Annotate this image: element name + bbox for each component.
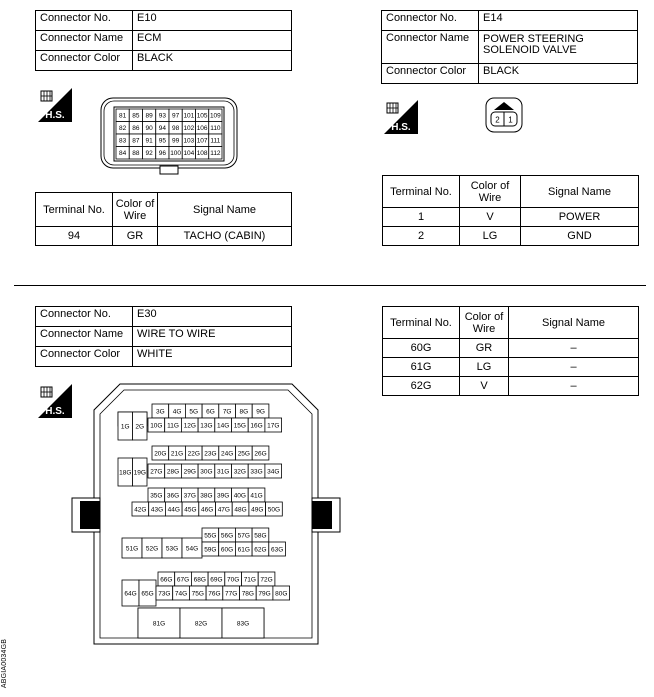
pin-label: 14G xyxy=(217,422,230,430)
pin-label: 56G xyxy=(220,532,234,540)
pin-label: 63G xyxy=(271,546,284,554)
pin-label: 43G xyxy=(150,506,164,514)
pin-label: 27G xyxy=(150,468,163,476)
cell-signal: – xyxy=(509,377,639,396)
e30-value-no: E30 xyxy=(133,307,292,327)
e14-pin: 2 xyxy=(495,115,500,125)
pin-label: 58G xyxy=(254,532,267,540)
pin-label: 8G xyxy=(239,408,249,416)
pin-label: 55G xyxy=(204,532,217,540)
pin-label: 70G xyxy=(227,576,240,584)
pin-label: 11G xyxy=(167,422,179,430)
e10-signal-table xyxy=(35,192,292,246)
pin-label: 15G xyxy=(233,422,246,430)
pin-label: 50G xyxy=(267,506,281,514)
cell-color: V xyxy=(460,208,521,227)
pin-label: 68G xyxy=(193,576,206,584)
e14-value-color: BLACK xyxy=(479,64,638,84)
pin-label: 90 xyxy=(145,125,153,133)
pin-label: 20G xyxy=(154,450,167,458)
header-color: Color of Wire xyxy=(460,176,521,208)
e30-info-table xyxy=(35,306,292,367)
pin-label: 53G xyxy=(165,545,179,553)
pin-label: 93 xyxy=(158,112,166,120)
hs-icon xyxy=(384,100,418,134)
pin-label: 82G xyxy=(194,620,208,628)
e14-label-no: Connector No. xyxy=(382,11,479,31)
pin-label: 81G xyxy=(152,620,166,628)
pin-label: 72G xyxy=(260,576,273,584)
pin-label: 88 xyxy=(132,150,140,158)
pin-label: 12G xyxy=(183,422,196,430)
header-signal: Signal Name xyxy=(158,193,292,227)
cell-color: GR xyxy=(460,339,509,358)
pin-label: 32G xyxy=(233,468,246,476)
pin-label: 34G xyxy=(267,468,280,476)
e14-pin: 1 xyxy=(508,115,513,125)
pin-label: 92 xyxy=(145,150,153,158)
figure-code: ABGIA0034GB xyxy=(1,638,9,689)
pin-label: 13G xyxy=(200,422,213,430)
pin-label: 5G xyxy=(189,408,199,416)
pin-label: 57G xyxy=(237,532,250,540)
pin-label: 25G xyxy=(237,450,250,458)
e14-connector-face xyxy=(484,96,524,134)
pin-label: 48G xyxy=(234,506,247,514)
pin-label: 67G xyxy=(176,576,190,584)
pin-label: 103 xyxy=(183,137,195,145)
pin-label: 85 xyxy=(132,112,140,120)
e30-signal-table xyxy=(382,306,639,396)
pin-label: 83 xyxy=(119,137,127,145)
pin-label: 1G xyxy=(120,423,130,431)
pin-label: 42G xyxy=(134,506,147,514)
pin-label: 105 xyxy=(196,112,208,120)
pin-label: 60G xyxy=(220,546,234,554)
pin-label: 94 xyxy=(158,125,166,133)
pin-label: 41G xyxy=(250,492,263,500)
pin-label: 54G xyxy=(185,545,199,553)
section-divider xyxy=(14,285,646,286)
pin-label: 24G xyxy=(221,450,234,458)
pin-label: 73G xyxy=(158,590,171,598)
pin-label: 65G xyxy=(141,590,154,598)
pin-label: 83G xyxy=(236,620,250,628)
pin-label: 89 xyxy=(145,112,153,120)
e30-label-no: Connector No. xyxy=(36,307,133,327)
pin-label: 30G xyxy=(200,468,213,476)
pin-label: 38G xyxy=(200,492,213,500)
e14-value-name: POWER STEERING SOLENOID VALVE xyxy=(479,31,638,64)
header-terminal: Terminal No. xyxy=(36,193,113,227)
e30-label-color: Connector Color xyxy=(36,347,133,367)
pin-label: 111 xyxy=(210,137,221,145)
pin-label: 77G xyxy=(225,590,238,598)
cell-signal: – xyxy=(509,339,639,358)
pin-label: 82 xyxy=(119,125,127,133)
header-terminal: Terminal No. xyxy=(383,307,460,339)
header-color: Color of Wire xyxy=(113,193,158,227)
e14-info-table xyxy=(381,10,638,84)
pin-label: 39G xyxy=(217,492,230,500)
pin-label: 17G xyxy=(267,422,280,430)
pin-label: 78G xyxy=(241,590,254,598)
header-signal: Signal Name xyxy=(509,307,639,339)
pin-label: 100 xyxy=(170,150,182,158)
pin-label: 59G xyxy=(204,546,217,554)
pin-label: 98 xyxy=(172,125,180,133)
pin-label: 110 xyxy=(210,125,221,133)
pin-label: 62G xyxy=(254,546,267,554)
pin-label: 7G xyxy=(222,408,232,416)
pin-label: 51G xyxy=(125,545,139,553)
pin-label: 22G xyxy=(187,450,200,458)
pin-label: 80G xyxy=(275,590,288,598)
pin-label: 52G xyxy=(145,545,159,553)
e14-value-no: E14 xyxy=(479,11,638,31)
cell-terminal: 60G xyxy=(383,339,460,358)
pin-label: 49G xyxy=(251,506,264,514)
pin-label: 75G xyxy=(191,590,204,598)
e10-value-name: ECM xyxy=(133,31,292,51)
pin-label: 36G xyxy=(166,492,180,500)
cell-signal: – xyxy=(509,358,639,377)
pin-label: 112 xyxy=(210,150,221,158)
pin-label: 9G xyxy=(256,408,265,416)
pin-label: 64G xyxy=(124,590,137,598)
pin-label: 6G xyxy=(206,408,215,416)
pin-label: 91 xyxy=(145,137,153,145)
cell-terminal: 2 xyxy=(383,227,460,246)
pin-label: 28G xyxy=(166,468,180,476)
header-terminal: Terminal No. xyxy=(383,176,460,208)
pin-label: 33G xyxy=(250,468,263,476)
pin-label: 109 xyxy=(209,112,221,120)
cell-signal: POWER xyxy=(521,208,639,227)
pin-label: 101 xyxy=(183,112,195,120)
pin-label: 29G xyxy=(183,468,196,476)
pin-label: 2G xyxy=(135,423,145,431)
e14-label-color: Connector Color xyxy=(382,64,479,84)
pin-label: 47G xyxy=(217,506,230,514)
e10-label-color: Connector Color xyxy=(36,51,133,71)
pin-label: 99 xyxy=(172,137,180,145)
pin-label: 45G xyxy=(184,506,197,514)
pin-label: 21G xyxy=(170,450,184,458)
pin-label: 26G xyxy=(254,450,267,458)
e10-value-color: BLACK xyxy=(133,51,292,71)
hs-icon xyxy=(38,88,72,122)
cell-terminal: 94 xyxy=(36,227,113,246)
pin-label: 97 xyxy=(172,112,180,120)
e30-connector-face xyxy=(66,380,346,652)
pin-label: 106 xyxy=(196,125,208,133)
e14-label-name: Connector Name xyxy=(382,31,479,64)
e10-value-no: E10 xyxy=(133,11,292,31)
pin-label: 19G xyxy=(133,469,146,477)
pin-label: 44G xyxy=(167,506,180,514)
pin-label: 23G xyxy=(204,450,217,458)
cell-signal: TACHO (CABIN) xyxy=(158,227,292,246)
pin-label: 4G xyxy=(172,408,182,416)
pin-label: 35G xyxy=(150,492,163,500)
pin-label: 37G xyxy=(183,492,196,500)
pin-label: 81 xyxy=(119,112,127,120)
pin-label: 3G xyxy=(156,408,165,416)
pin-label: 74G xyxy=(174,590,188,598)
pin-label: 108 xyxy=(196,150,208,158)
pin-label: 10G xyxy=(150,422,163,430)
pin-label: 46G xyxy=(201,506,214,514)
pin-label: 61G xyxy=(237,546,250,554)
cell-color: LG xyxy=(460,358,509,377)
e10-label-name: Connector Name xyxy=(36,31,133,51)
pin-label: 40G xyxy=(233,492,246,500)
e10-connector-face xyxy=(100,94,240,178)
pin-label: 18G xyxy=(119,469,132,477)
cell-color: V xyxy=(460,377,509,396)
e30-value-name: WIRE TO WIRE xyxy=(133,327,292,347)
hs-label: H.S. xyxy=(391,122,411,133)
cell-color: LG xyxy=(460,227,521,246)
pin-label: 84 xyxy=(119,150,127,158)
pin-label: 104 xyxy=(183,150,195,158)
pin-label: 79G xyxy=(258,590,271,598)
pin-label: 66G xyxy=(160,576,173,584)
pin-label: 102 xyxy=(183,125,195,133)
e30-label-name: Connector Name xyxy=(36,327,133,347)
cell-signal: GND xyxy=(521,227,639,246)
pin-label: 87 xyxy=(132,137,140,145)
e30-value-color: WHITE xyxy=(133,347,292,367)
cell-terminal: 61G xyxy=(383,358,460,377)
pin-label: 107 xyxy=(196,137,208,145)
pin-label: 96 xyxy=(158,150,166,158)
pin-label: 71G xyxy=(243,576,256,584)
pin-label: 86 xyxy=(132,125,140,133)
pin-label: 76G xyxy=(208,590,221,598)
e10-info-table xyxy=(35,10,292,71)
pin-label: 95 xyxy=(158,137,166,145)
cell-terminal: 1 xyxy=(383,208,460,227)
e14-signal-table xyxy=(382,175,639,246)
hs-label: H.S. xyxy=(45,110,65,121)
header-color: Color of Wire xyxy=(460,307,509,339)
pin-label: 31G xyxy=(217,468,230,476)
pin-label: 69G xyxy=(210,576,223,584)
hs-label: H.S. xyxy=(45,406,65,417)
cell-terminal: 62G xyxy=(383,377,460,396)
pin-label: 16G xyxy=(250,422,263,430)
header-signal: Signal Name xyxy=(521,176,639,208)
e10-label-no: Connector No. xyxy=(36,11,133,31)
cell-color: GR xyxy=(113,227,158,246)
